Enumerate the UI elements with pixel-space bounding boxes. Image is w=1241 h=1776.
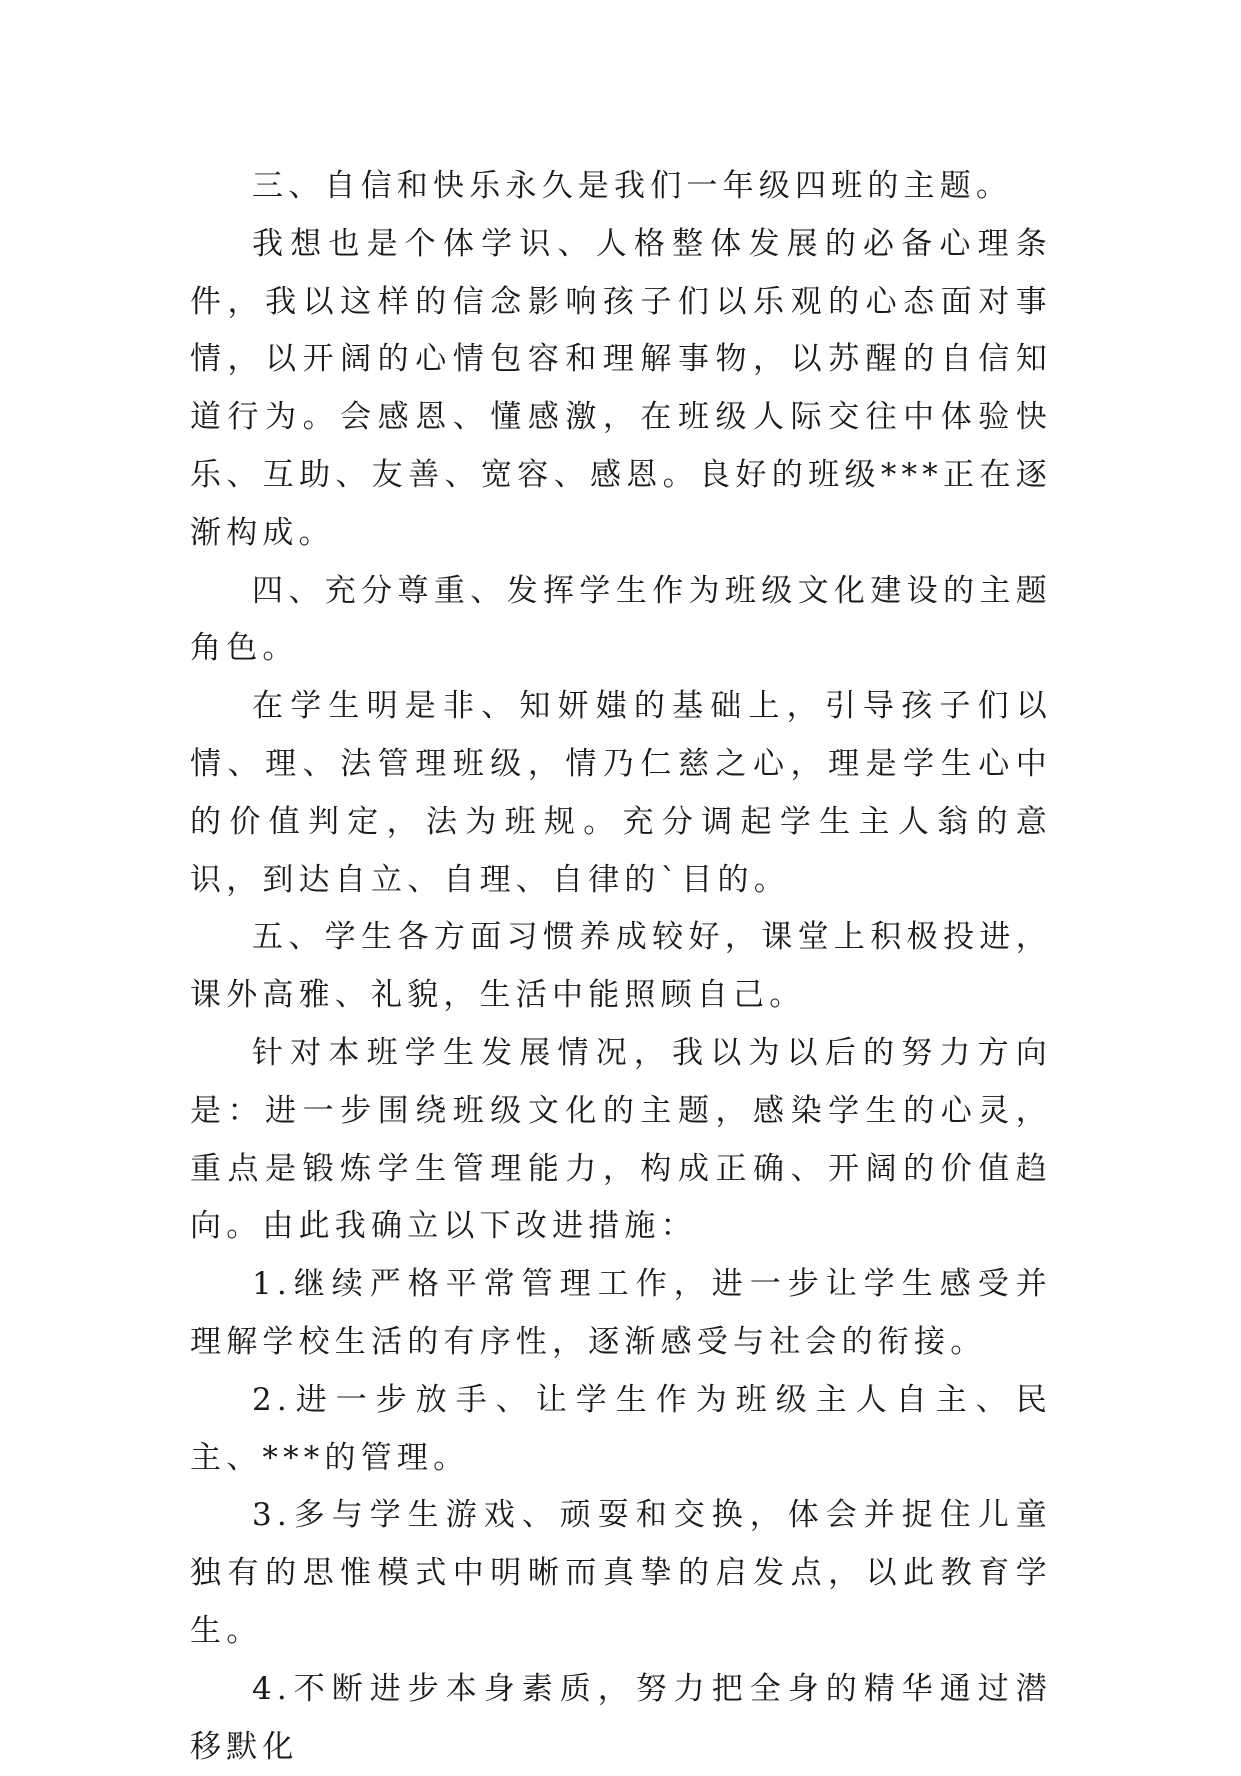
list-item-2: 2.进一步放手、让学生作为班级主人自主、民主、***的管理。 <box>190 1381 1052 1476</box>
paragraph-body: 在学生明是非、知妍媸的基础上，引导孩子们以情、理、法管理班级，情乃仁慈之心，理是学生心中的价值判定，法为班规。充分调起学生主人翁的意识，到达自立、自理、自律的`目的。 <box>190 688 1052 898</box>
paragraph-heading-5: 五、学生各方面习惯养成较好，课堂上积极投进，课外高雅、礼貌，生活中能照顾自己。 <box>190 919 1052 1014</box>
list-item-1: 1.继续严格平常管理工作，进一步让学生感受并理解学校生活的有序性，逐渐感受与社会的衔接。 <box>190 1266 1052 1360</box>
paragraph-heading-4: 四、充分尊重、发挥学生作为班级文化建设的主题角色。 <box>190 572 1052 667</box>
paragraph-body: 我想也是个体学识、人格整体发展的必备心理条件，我以这样的信念影响孩子们以乐观的心态面对事情，以开阔的心情包容和理解事物，以苏醒的自信知道行为。会感恩、懂感激，在班级人际交往中体验快乐、互助、友善、宽容、感恩。良好的班级***正在逐渐构成。 <box>190 225 1052 551</box>
list-item-3: 3.多与学生游戏、顽耍和交换，体会并捉住儿童独有的思惟模式中明晰而真挚的启发点，以此教育学生。 <box>190 1497 1052 1649</box>
document-body <box>190 158 1052 1776</box>
list-item-4: 4.不断进步本身素质，努力把全身的精华通过潜移默化 <box>190 1670 1052 1765</box>
paragraph-body: 针对本班学生发展情况，我以为以后的努力方向是：进一步围绕班级文化的主题，感染学生的心灵，重点是锻炼学生管理能力，构成正确、开阔的价值趋向。由此我确立以下改进措施： <box>190 1034 1052 1245</box>
paragraph-heading-3: 三、自信和快乐永久是我们一年级四班的主题。 <box>252 168 1013 204</box>
